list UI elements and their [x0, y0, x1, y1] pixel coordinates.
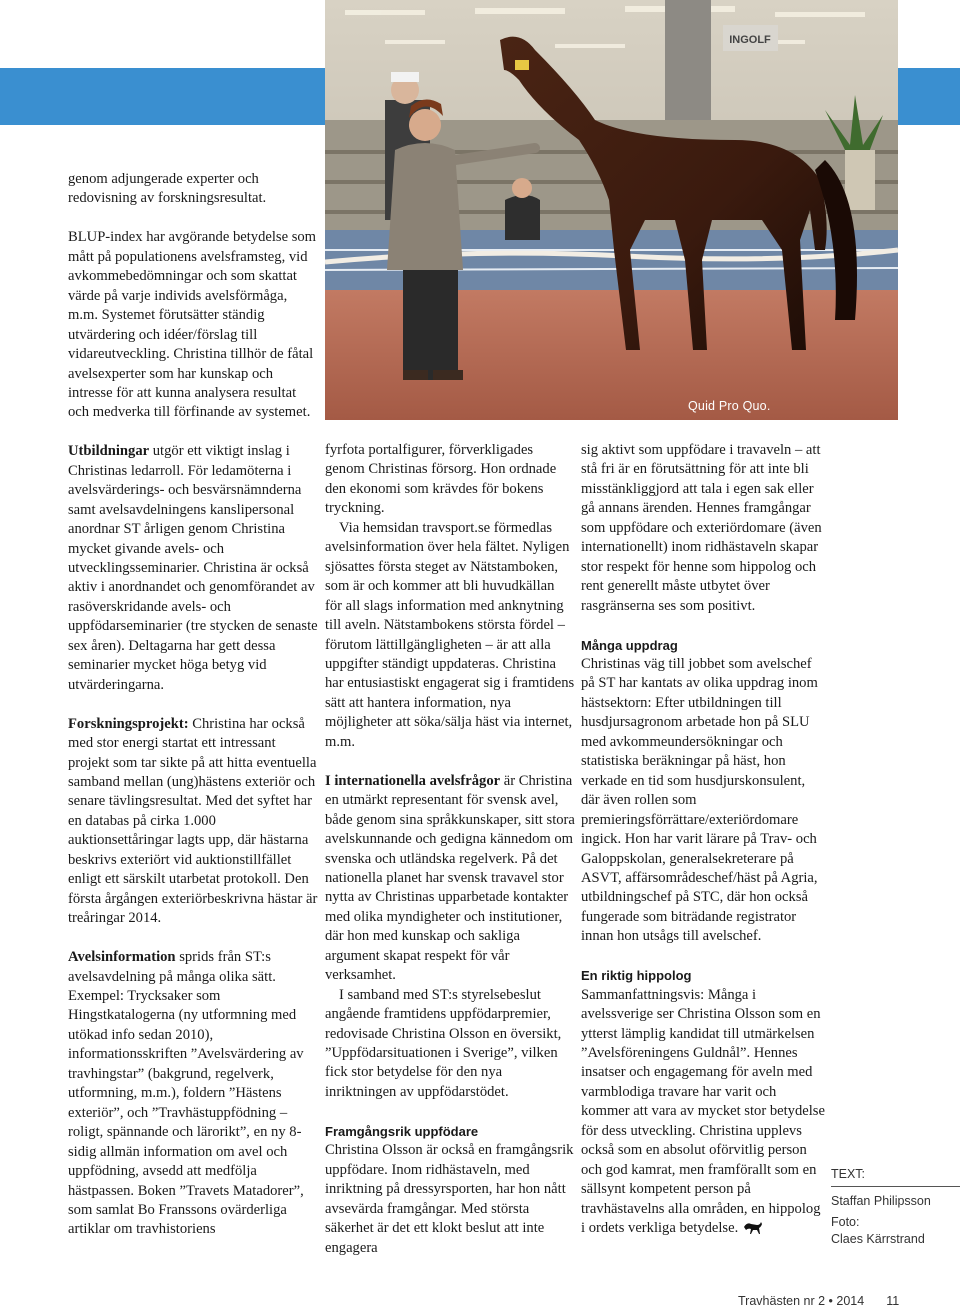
photo-author: Claes Kärrstrand	[831, 1232, 925, 1246]
col3-body-3: Sammanfattningsvis: Många i avelssverige ser Christina Olsson som en ytterst lämplig kandidat till utmärkelsen ”Avelsföreningens Guldnål”. Hennes insatser och engagemang för aveln med varmblodiga travare har varit och kommer att vara av mycket stor betydelse för dess utveckling. Christina upplevs också som en absolut oförvitlig person och god kamrat, men framförallt som en sällsynt kompetent person på travhästavelns alla områden, en hippolog i ordets verkliga betydelse.	[581, 986, 825, 1237]
horse-end-icon	[742, 1221, 762, 1241]
text-author: Staffan Philipsson	[831, 1194, 931, 1208]
col1-paragraph-1: genom adjungerade experter och redovisning av forskningsresultat.	[68, 171, 267, 207]
col1-lead-forskningsprojekt: Forskningsprojekt:	[68, 715, 189, 732]
article-credits	[831, 1166, 960, 1248]
col1-lead-utbildningar: Utbildningar	[68, 443, 150, 460]
col1-paragraph-3	[68, 442, 318, 695]
col1-body-4: Christina har också med stor energi startat ett intressant projekt som tar sikte på att hitta eventuella samband mellan (ung)hästens exteriör och senare tävlingsresultat. Med det syftet har en databas på cirka 1.000 auktionsettåringar lagts upp, där hästarna beskrivs exteriört vid auktionstillfället enligt ett särskilt utarbetat protokoll. Den första årgången exteriörbeskrivna hästar är treåringar 2014.	[68, 715, 318, 927]
magazine-issue: Travhästen nr 2 • 2014	[738, 1294, 865, 1308]
column-1	[68, 170, 318, 1240]
photo-label: Foto:	[831, 1215, 860, 1229]
col2-paragraph-1: fyrfota portalfigurer, förverkligades genom Christinas försorg. Hon ordnade den ekonomi som krävdes för bokens tryckning.	[325, 442, 557, 517]
page-number: 11	[886, 1294, 900, 1308]
column-3	[581, 441, 826, 1242]
col1-body-5: sprids från ST:s avelsavdelning på många olika sätt. Exempel: Trycksaker som Hingstkatalogerna (ny utformning med utökad info sedan 2010), informationsskriften ”Avelsvärdering av travhingstar” (bakgrund, regelverk, utformning, m.m.), foldern ”Hästens exteriör”, och ”Travhästuppfödning – roligt, spännande och lärorikt”, en ny 8-sidig allmän information om avel och uppfödning, avsedd att medfölja hästpassen. Boken ”Travets Matadorer”, som samlat Bo Franssons ovärderliga artiklar om travhistoriens	[68, 949, 304, 1238]
col3-paragraph-3	[581, 986, 826, 1242]
col2-lead-internationella: I internationella avelsfrågor	[325, 772, 501, 789]
col3-heading-riktig-hippolog: En riktig hippolog	[581, 968, 692, 984]
ingolf-sign: INGOLF	[729, 34, 771, 46]
col2-paragraph-3	[325, 772, 575, 986]
horse-photo	[325, 0, 898, 420]
page-footer	[738, 1294, 899, 1308]
col2-paragraph-5: Christina Olsson är också en framgångsrik uppfödare. Inom ridhästaveln, med inriktning på dressyrsporten, har hon nått avsevärda framgångar. Med största säkerhet är det ett klokt beslut att inte engagera	[325, 1142, 574, 1256]
col1-paragraph-2: BLUP-index har avgörande betydelse som mått på populationens avelsframsteg, vid avkommebedömningar och som skattat värde på varje individs avelsförmåga, m.m. Systemet förutsätter ständig utvärdering och idéer/förslag till vidareutveckling. Christina tillhör de fåtal avelsexperter som har kunskap och intresse för att kunna analysera resultat och medverka till förfinande av systemet.	[68, 229, 317, 421]
col2-paragraph-2: Via hemsidan travsport.se förmedlas avelsinformation över hela fältet. Nyligen sjösattes första steget av Nätstamboken, som är och kommer att bli huvudkällan för all slags information med anknytning till aveln. Nätstambokens största fördel – förutom lättillgängligheten – är att alla uppgifter ständigt uppdateras. Christina har entusiastiskt engagerat sig i framtidens sätt att hantera information, nya möjligheter att söka/sälja häst via internet, m.m.	[325, 519, 575, 750]
col1-body-3: utgör ett viktigt inslag i Christinas ledarroll. För ledamöterna i avelsvärderings- och besvärsnämnderna samt avelsavdelningens kanslipersonal anordnar ST årligen genom Christina mycket givande avels- och utvecklingsseminarier. Christina är också aktiv i anordnandet och genomförandet av rasöverskridande avels- och uppfödarseminarier (tre stycken de senaste sex åren). Deltagarna har gett dessa seminarier mycket höga betyg vid utvärderingarna.	[68, 443, 318, 693]
credit-divider	[831, 1186, 960, 1187]
col3-paragraph-1: sig aktivt som uppfödare i travaveln – att stå fri är en förutsättning för att inte bli misstänkliggjord att tala i egen sak eller gå annans ärenden. Hennes framgångar som uppfödare och exteriördomare (även internationellt) inom ridhästaveln skapar stor respekt för henne som hippolog och rent generellt måste utbytet över rasgränserna ses som positivt.	[581, 442, 822, 614]
col2-paragraph-4: I samband med ST:s styrelsebeslut angående framtidens uppfödarpremier, redovisade Christina Olsson en översikt, ”Uppfödarsituationen i Sverige”, vilken fick stor betydelse för den nya inriktningen av uppfödarstödet.	[325, 986, 562, 1100]
photo-caption: Quid Pro Quo.	[688, 399, 771, 413]
col2-body-3: är Christina en utmärkt representant för svensk avel, både genom sina språkkunskaper, sitt stora avelskunnande och gedigna kännedom om svenska och utländska regelverk. På det nationella planet har svensk travavel stor nytta av Christinas upparbetade kontakter med olika myndigheter och institutioner, där hon med kunskap och sakliga argument skapat respekt för vår verksamhet.	[325, 772, 575, 984]
text-label: TEXT:	[831, 1167, 866, 1181]
col1-lead-avelsinformation: Avelsinformation	[68, 949, 176, 966]
col3-heading-manga-uppdrag: Många uppdrag	[581, 637, 678, 653]
col1-paragraph-4	[68, 715, 318, 929]
col1-paragraph-5	[68, 948, 318, 1240]
col2-heading-framgangsrik: Framgångsrik uppfödare	[325, 1123, 479, 1139]
col3-paragraph-2: Christinas väg till jobbet som avelschef på ST har kantats av olika uppdrag inom hästsektorn: Efter utbildningen till husdjursagronom arbetade hon på SLU med avkommeundersökningar och statistiska beräkningar på häst, hon verkade en tid som husdjurskonsulent, där även rollen som premieringsförrättare/exteriördomare ingick. Hon har varit lärare på Trav- och Galoppskolan, generalsekreterare på ASVT, affärsområdeschef/häst på Agria, utbildningschef på STC, där hon också fungerade som biträdande registrator innan hon utsågs till avelschef.	[581, 655, 818, 945]
column-2	[325, 441, 575, 1258]
